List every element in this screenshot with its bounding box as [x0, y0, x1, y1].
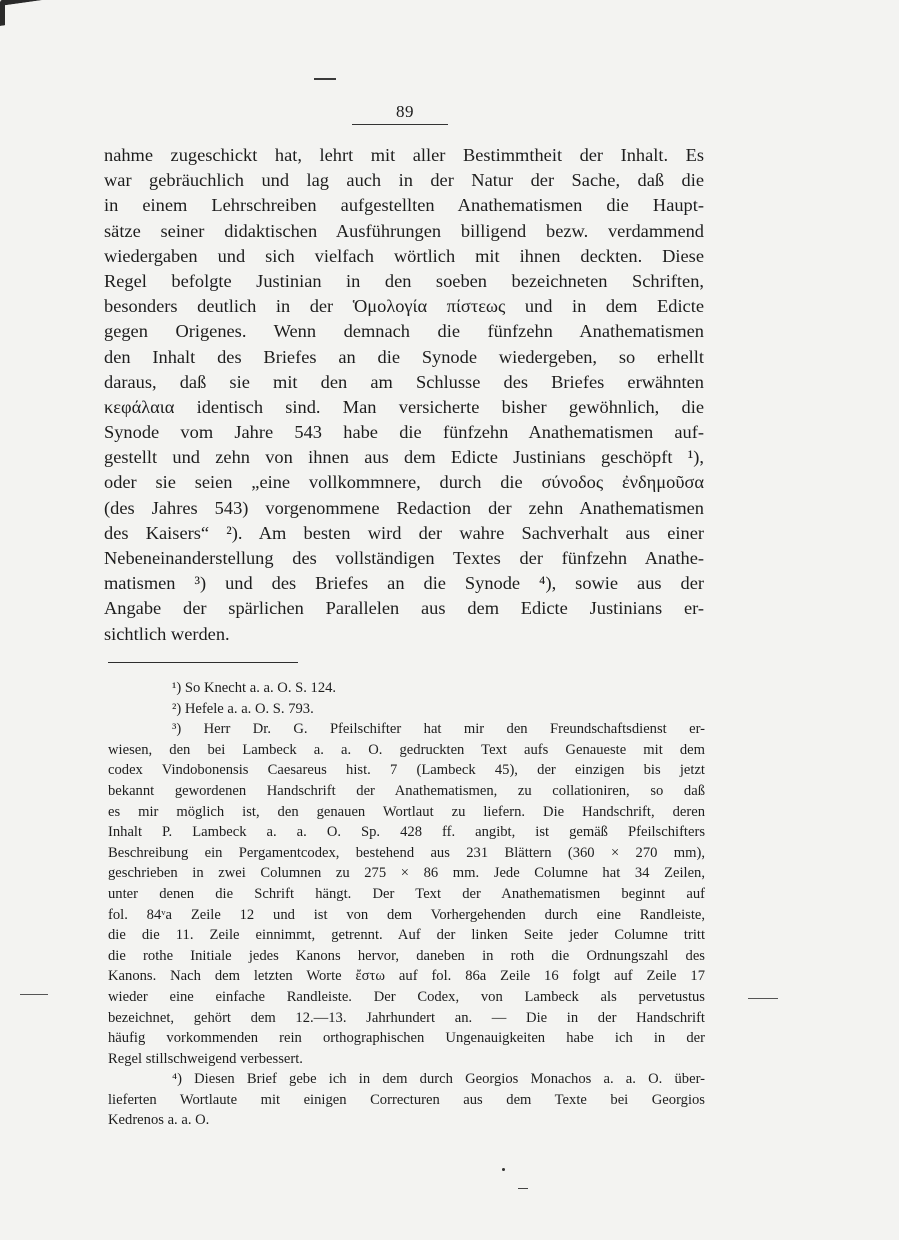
footnote-3-line: unter denen die Schrift hängt. Der Text der Anathematismen beginnt auf [108, 885, 705, 902]
text-line: gegen Origenes. Wenn demnach die fünfzehn Anathematismen [104, 321, 704, 342]
footnote-3-line: wieder eine einfache Randleiste. Der Codex, von Lambeck als pervetustus [108, 988, 705, 1005]
text-line: besonders deutlich in der Ὁμολογία πίστεως und in dem Edicte [104, 296, 704, 317]
text-line: in einem Lehrschreiben aufgestellten Anathematismen die Haupt- [104, 195, 704, 216]
text-line: wiedergaben und sich vielfach wörtlich mit ihnen deckten. Diese [104, 245, 704, 266]
footnote-4-line: Kedrenos a. a. O. [108, 1112, 210, 1129]
margin-mark-left [20, 994, 48, 995]
footnote-2: ²) Hefele a. a. O. S. 793. [172, 700, 314, 717]
footnote-3-line: Kanons. Nach dem letzten Worte ἔστω auf fol. 86a Zeile 16 folgt auf Zeile 17 [108, 968, 705, 985]
margin-mark-right [748, 998, 778, 999]
footnote-4-line: ⁴) Diesen Brief gebe ich in dem durch Georgios Monachos a. a. O. über- [172, 1071, 705, 1088]
bottom-dot-mark [502, 1168, 505, 1171]
footnote-3-line: fol. 84ᵛa Zeile 12 und ist von dem Vorhergehenden durch eine Randleiste, [108, 906, 705, 923]
text-line: daraus, daß sie mit den am Schlusse des Briefes erwähnten [104, 371, 704, 392]
text-line: oder sie seien „eine vollkommnere, durch die σύνοδος ἐνδημοῦσα [104, 472, 704, 493]
footnote-3-line: die rothe Initiale jedes Kanons hervor, daneben in roth die Ordnungszahl des [108, 947, 705, 964]
text-line: Regel befolgte Justinian in den soeben bezeichneten Schriften, [104, 270, 704, 291]
text-line: sätze seiner didaktischen Ausführungen billigend bezw. verdammend [104, 220, 704, 241]
footnote-3-line: wiesen, den bei Lambeck a. a. O. gedruckten Text aufs Genaueste mit dem [108, 741, 705, 758]
text-line: war gebräuchlich und lag auch in der Natur der Sache, daß die [104, 170, 704, 191]
footnote-3-line: es mir möglich ist, den genauen Wortlaut zu liefern. Die Handschrift, deren [108, 803, 705, 820]
text-line: κεφάλαια identisch sind. Man versicherte bisher gewöhnlich, die [104, 396, 704, 417]
page-number-rule [352, 124, 448, 125]
text-line: matismen ³) und des Briefes an die Synode ⁴), sowie aus der [104, 573, 704, 594]
text-line: gestellt und zehn von ihnen aus dem Edicte Justinians geschöpft ¹), [104, 447, 704, 468]
main-text [104, 143, 704, 647]
footnote-3-line: Beschreibung ein Pergamentcodex, bestehend aus 231 Blättern (360 × 270 mm), [108, 844, 705, 861]
footnote-3-line: ³) Herr Dr. G. Pfeilschifter hat mir den Freundschaftsdienst er- [172, 721, 705, 738]
text-line: sichtlich werden. [104, 623, 230, 644]
footnote-separator [108, 662, 298, 663]
footnote-3-line: Regel stillschweigend verbessert. [108, 1050, 303, 1067]
footnote-3-line: bekannt gewordenen Handschrift der Anathematismen, zu collationiren, so daß [108, 782, 705, 799]
top-tick-mark [314, 78, 336, 80]
text-line: den Inhalt des Briefes an die Synode wiedergeben, so erhellt [104, 346, 704, 367]
text-line: Synode vom Jahre 543 habe die fünfzehn Anathematismen auf- [104, 422, 704, 443]
bottom-dash-mark [518, 1188, 528, 1189]
text-line: (des Jahres 543) vorgenommene Redaction der zehn Anathematismen [104, 497, 704, 518]
footnote-3-line: codex Vindobonensis Caesareus hist. 7 (Lambeck 45), der einzigen bis jetzt [108, 762, 705, 779]
footnote-3-line: bezeichnet, gehört dem 12.—13. Jahrhundert an. — Die in der Handschrift [108, 1009, 705, 1026]
footnote-3-line: die die 11. Zeile einnimmt, getrennt. Auf der linken Seite jeder Columne tritt [108, 927, 705, 944]
text-line: Angabe der spärlichen Parallelen aus dem Edicte Justinians er- [104, 598, 704, 619]
corner-scan-mark [0, 0, 57, 26]
text-line: des Kaisers“ ²). Am besten wird der wahre Sachverhalt aus einer [104, 522, 704, 543]
text-line: Nebeneinanderstellung des vollständigen Textes der fünfzehn Anathe- [104, 548, 704, 568]
footnote-4-line: lieferten Wortlaute mit einigen Correcturen aus dem Texte bei Georgios [108, 1091, 705, 1108]
footnote-1: ¹) So Knecht a. a. O. S. 124. [172, 680, 337, 696]
footnote-3-line: häufig vorkommenden rein orthographischen Ungenauigkeiten habe ich in der [108, 1030, 705, 1047]
page-number: 89 [396, 102, 414, 121]
text-line: nahme zugeschickt hat, lehrt mit aller Bestimmtheit der Inhalt. Es [104, 145, 704, 165]
page-number-block [360, 102, 450, 122]
footnote-3-line: Inhalt P. Lambeck a. a. O. Sp. 428 ff. angibt, ist gemäß Pfeilschifters [108, 824, 705, 841]
footnote-3-line: geschrieben in zwei Columnen zu 275 × 86 mm. Jede Columne hat 34 Zeilen, [108, 865, 705, 882]
footnotes [108, 678, 705, 1131]
